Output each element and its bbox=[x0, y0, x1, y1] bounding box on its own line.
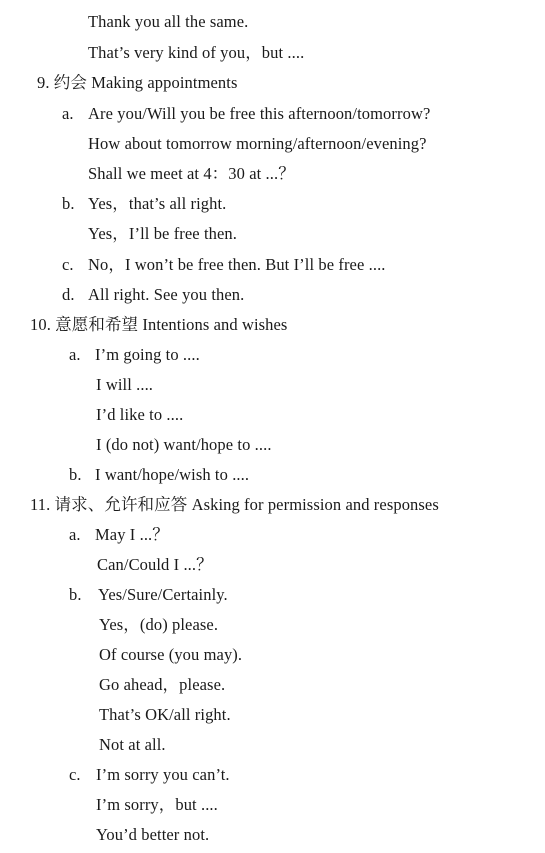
item-text: All right. See you then. bbox=[88, 285, 245, 304]
text-line: Yes，(do) please. bbox=[99, 615, 219, 634]
item-marker: c. bbox=[62, 255, 74, 274]
list-item bbox=[62, 255, 386, 275]
item-marker: b. bbox=[69, 585, 82, 604]
item-marker: b. bbox=[62, 194, 75, 213]
list-item bbox=[62, 194, 226, 214]
item-marker: c. bbox=[69, 765, 81, 784]
text-line: You’d better not. bbox=[96, 825, 210, 844]
item-marker: a. bbox=[69, 345, 81, 364]
text-line: Not at all. bbox=[99, 735, 166, 754]
list-item bbox=[62, 285, 244, 305]
item-text: May I ...？ bbox=[95, 525, 169, 544]
list-item bbox=[69, 525, 169, 545]
item-marker: a. bbox=[69, 525, 81, 544]
list-item bbox=[69, 345, 200, 365]
item-text: No，I won’t be free then. But I’ll be free .... bbox=[88, 255, 386, 274]
item-marker: a. bbox=[62, 104, 74, 123]
list-item bbox=[69, 765, 230, 785]
text-line: That’s very kind of you，but .... bbox=[88, 43, 305, 62]
text-line: I will .... bbox=[96, 375, 154, 394]
item-marker: d. bbox=[62, 285, 75, 304]
section-heading: 11. 请求、允许和应答 Asking for permission and responses bbox=[30, 495, 439, 514]
text-line: Of course (you may). bbox=[99, 645, 243, 664]
item-text: I’m sorry you can’t. bbox=[96, 765, 230, 784]
list-item bbox=[69, 585, 228, 605]
text-line: I’m sorry，but .... bbox=[96, 795, 218, 814]
text-line: How about tomorrow morning/afternoon/evening? bbox=[88, 134, 427, 153]
text-line: Thank you all the same. bbox=[88, 12, 249, 31]
item-text: I’m going to .... bbox=[95, 345, 200, 364]
item-text: Yes/Sure/Certainly. bbox=[98, 585, 228, 604]
text-line: Yes，I’ll be free then. bbox=[88, 224, 237, 243]
text-line: I’d like to .... bbox=[96, 405, 184, 424]
section-heading: 9. 约会 Making appointments bbox=[37, 73, 238, 92]
text-line: I (do not) want/hope to .... bbox=[96, 435, 272, 454]
item-text: Yes，that’s all right. bbox=[88, 194, 227, 213]
list-item bbox=[62, 104, 430, 124]
text-line: That’s OK/all right. bbox=[99, 705, 231, 724]
item-text: I want/hope/wish to .... bbox=[95, 465, 250, 484]
text-line: Can/Could I ...？ bbox=[97, 555, 213, 574]
section-heading: 10. 意愿和希望 Intentions and wishes bbox=[30, 315, 288, 334]
list-item bbox=[69, 465, 249, 485]
item-marker: b. bbox=[69, 465, 82, 484]
text-line: Go ahead，please. bbox=[99, 675, 226, 694]
text-line: Shall we meet at 4：30 at ...？ bbox=[88, 164, 295, 183]
item-text: Are you/Will you be free this afternoon/tomorrow? bbox=[88, 104, 431, 123]
